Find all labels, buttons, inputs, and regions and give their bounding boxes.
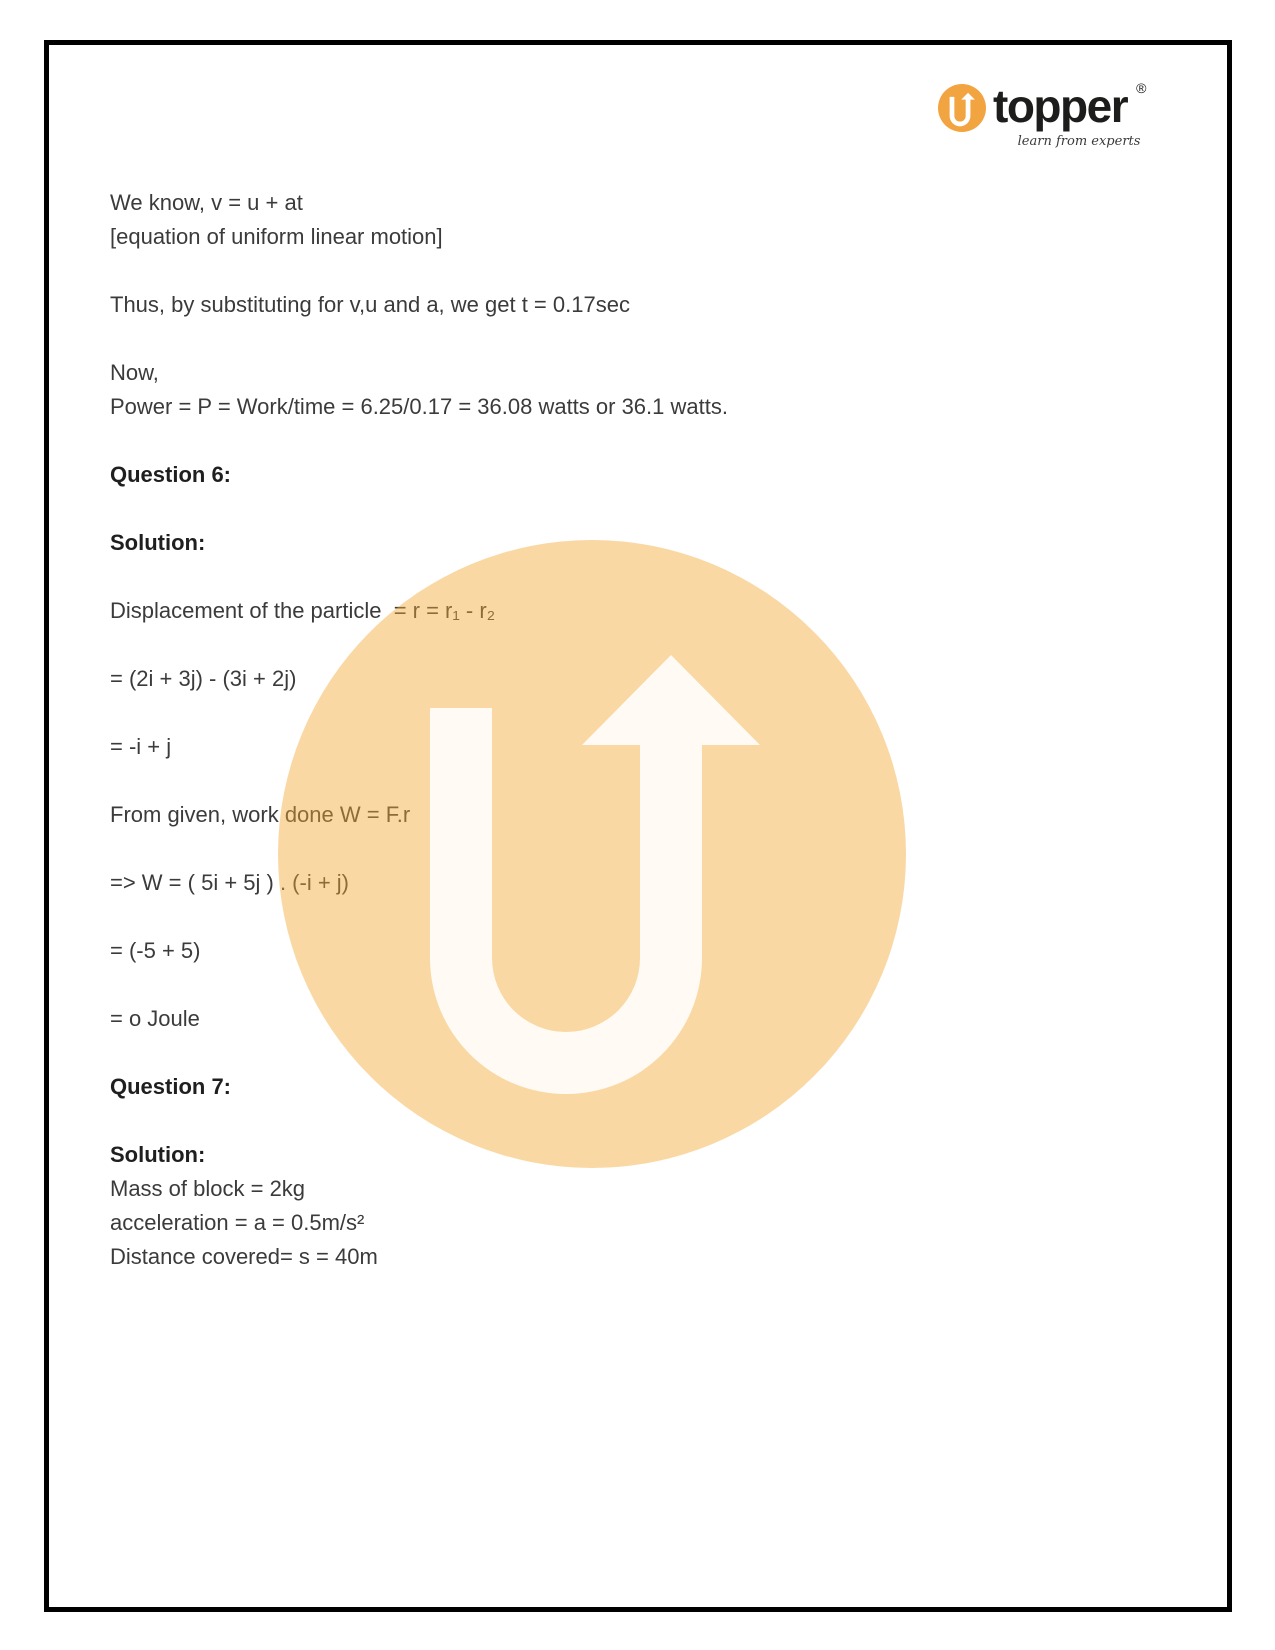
text-line: Question 6: (110, 462, 232, 487)
text-line: Solution: (110, 1142, 206, 1167)
text-line: => W = ( 5i + 5j ) . (-i + j) (110, 870, 350, 895)
text-line: = (2i + 3j) - (3i + 2j) (110, 666, 297, 691)
brand-wordmark: topper (993, 80, 1128, 132)
text-line: Power = P = Work/time = 6.25/0.17 = 36.08 watts or 36.1 watts. (110, 394, 728, 419)
text-line: Thus, by substituting for v,u and a, we get t = 0.17sec (110, 292, 630, 317)
text-line: Displacement of the particle = r = r₁ - r₂ (110, 598, 496, 623)
text-line: Distance covered= s = 40m (110, 1244, 378, 1269)
text-line: From given, work done W = F.r (110, 802, 411, 827)
brand-header (938, 80, 1147, 149)
registered-mark: ® (1136, 80, 1147, 96)
text-line: Now, (110, 360, 159, 385)
text-line: Question 7: (110, 1074, 232, 1099)
text-line: Mass of block = 2kg (110, 1176, 306, 1201)
text-line: = o Joule (110, 1006, 200, 1031)
text-line: acceleration = a = 0.5m/s² (110, 1210, 365, 1235)
text-line: [equation of uniform linear motion] (110, 224, 443, 249)
text-line: = -i + j (110, 734, 172, 759)
text-line: We know, v = u + at (110, 190, 303, 215)
text-line: = (-5 + 5) (110, 938, 201, 963)
content (110, 186, 1110, 1274)
u-arrow-logo-icon (938, 84, 986, 132)
brand-tagline: learn from experts (1017, 134, 1141, 149)
brand-row (938, 80, 1147, 132)
text-line: Solution: (110, 530, 206, 555)
